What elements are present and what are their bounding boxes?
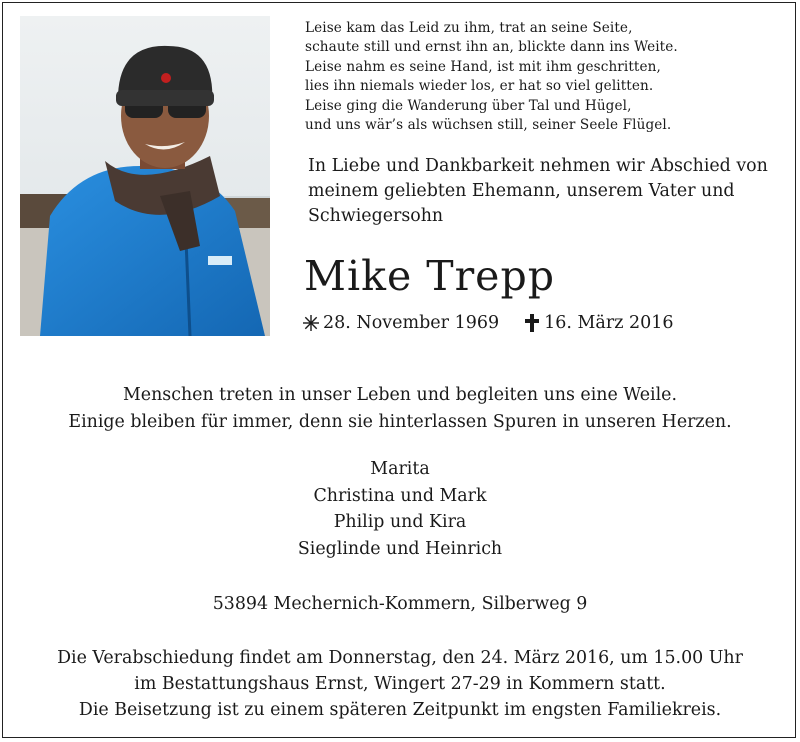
family-names — [0, 456, 800, 562]
family-member: Philip und Kira — [333, 512, 467, 532]
farewell-intro — [308, 154, 788, 229]
service-details — [0, 645, 800, 723]
birth-date: 28. November 1969 — [323, 313, 500, 333]
intro-line: In Liebe und Dankbarkeit nehmen wir Abschied von — [308, 156, 768, 176]
family-member: Christina und Mark — [313, 485, 487, 506]
intro-line: meinem geliebten Ehemann, unserem Vater und — [308, 181, 735, 201]
family-address: 53894 Mechernich-Kommern, Silberweg 9 — [212, 594, 588, 614]
memorial-quote — [0, 382, 800, 436]
birth-star-icon — [302, 314, 320, 332]
poem-line: lies ihn niemals wieder los, er hat so viel gelitten. — [305, 78, 654, 95]
service-line: im Bestattungshaus Ernst, Wingert 27-29 in Kommern statt. — [134, 674, 666, 694]
death-date: 16. März 2016 — [544, 313, 674, 333]
death-cross-icon — [523, 313, 541, 333]
life-dates — [302, 313, 674, 333]
quote-line: Einige bleiben für immer, denn sie hinterlassen Spuren in unseren Herzen. — [68, 412, 732, 432]
deceased-name: Mike Trepp — [304, 252, 555, 300]
poem-line: Leise nahm es seine Hand, ist mit ihm geschritten, — [305, 58, 661, 75]
quote-line: Menschen treten in unser Leben und begleiten uns eine Weile. — [123, 385, 677, 405]
intro-line: Schwiegersohn — [308, 206, 444, 226]
poem-line: Leise ging die Wanderung über Tal und Hügel, — [305, 97, 632, 114]
poem-line: Leise kam das Leid zu ihm, trat an seine Seite, — [305, 20, 633, 36]
poem-line: und uns wär’s als wüchsen still, seiner Seele Flügel. — [305, 117, 672, 134]
service-line: Die Beisetzung ist zu einem späteren Zeitpunkt im engsten Familiekreis. — [78, 700, 722, 720]
service-line: Die Verabschiedung findet am Donnerstag, den 24. März 2016, um 15.00 Uhr — [57, 648, 743, 668]
family-member: Sieglinde und Heinrich — [297, 538, 503, 559]
poem-line: schaute still und ernst ihn an, blickte dann ins Weite. — [305, 39, 678, 56]
portrait-photo — [20, 16, 270, 336]
family-member: Marita — [370, 459, 430, 479]
poem — [305, 19, 775, 135]
